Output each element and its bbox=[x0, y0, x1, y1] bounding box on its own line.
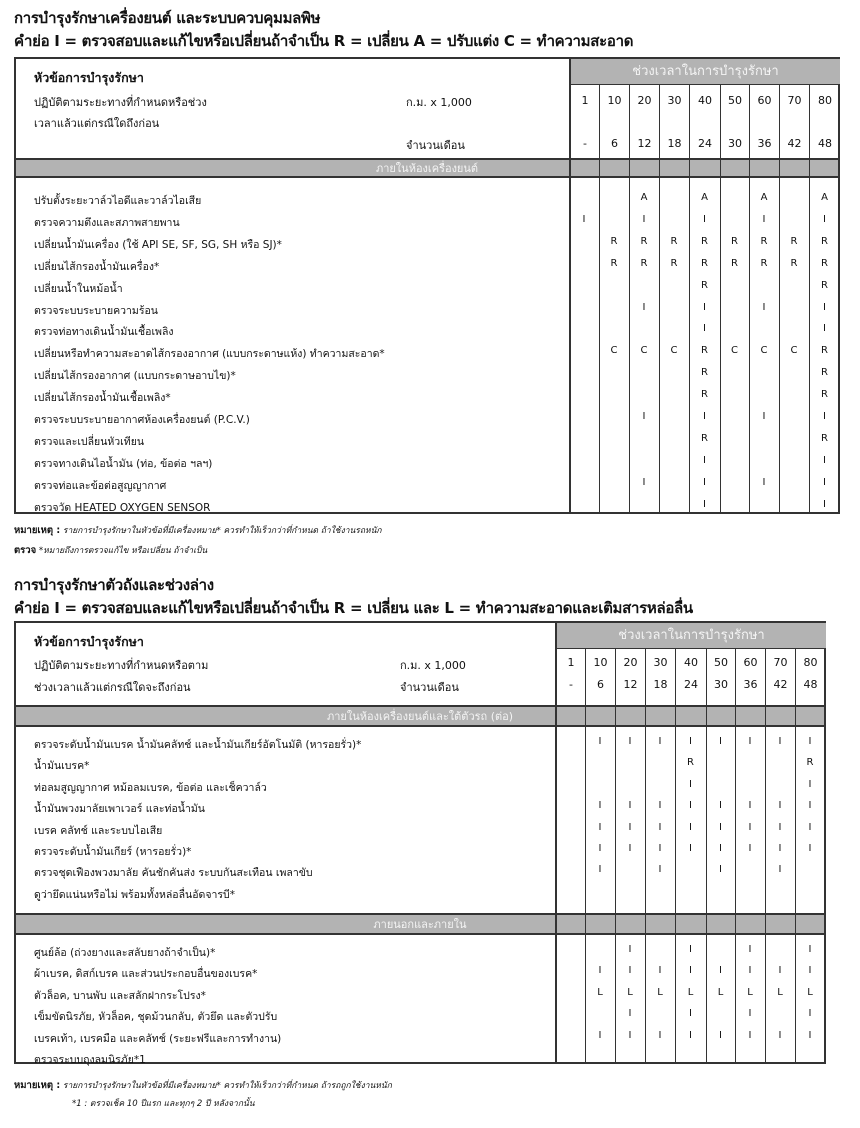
maintenance-mark: I bbox=[778, 800, 782, 812]
interval-column bbox=[720, 85, 749, 514]
maintenance-mark: I bbox=[703, 213, 706, 225]
maintenance-mark: I bbox=[719, 821, 722, 833]
note-text: รายการบำรุงรักษาในหัวข้อที่มีเครื่องหมาย* ควรทำให้เร็วกว่าที่กำหนด ถ้ารถถูกใช้งานหนัก bbox=[62, 1081, 392, 1091]
maintenance-mark: A bbox=[760, 192, 768, 203]
maintenance-mark: I bbox=[762, 213, 766, 225]
km-value: 20 bbox=[623, 656, 638, 669]
maintenance-item: ตรวจระบบระบายอากาศห้องเครื่องยนต์ (P.C.V.) bbox=[34, 414, 250, 426]
note-label: หมายเหตุ : bbox=[14, 1080, 61, 1091]
interval-column bbox=[706, 649, 735, 1064]
month-value: 42 bbox=[787, 137, 802, 150]
month-value: 18 bbox=[653, 678, 668, 691]
maintenance-mark: A bbox=[821, 192, 828, 203]
maintenance-mark: I bbox=[748, 965, 752, 977]
km-value: 70 bbox=[773, 656, 788, 669]
maintenance-mark: I bbox=[748, 800, 752, 812]
maintenance-item: ตรวจระดับน้ำมันเกียร์ (หารอยรั่ว)* bbox=[34, 846, 192, 858]
maintenance-mark: I bbox=[628, 736, 632, 747]
maintenance-mark: I bbox=[748, 1008, 752, 1020]
maintenance-mark: I bbox=[658, 965, 662, 977]
maintenance-mark: I bbox=[778, 965, 782, 977]
month-value: - bbox=[569, 678, 573, 691]
maintenance-mark: I bbox=[689, 965, 692, 977]
table-header-line2: ช่วงเวลาแล้วแต่กรณีใดจะถึงก่อน bbox=[34, 681, 191, 694]
maintenance-item: ตรวจท่อทางเดินน้ำมันเชื้อเพลิง bbox=[34, 326, 174, 339]
maintenance-mark: I bbox=[689, 800, 692, 812]
maintenance-mark: I bbox=[808, 1029, 812, 1041]
maintenance-mark: L bbox=[627, 986, 633, 998]
interval-column bbox=[749, 85, 779, 514]
maintenance-mark: I bbox=[703, 498, 706, 510]
maintenance-mark: I bbox=[762, 301, 766, 313]
maintenance-mark: R bbox=[790, 235, 798, 247]
maintenance-item: ตรวจทางเดินไอน้ำมัน (ท่อ, ข้อต่อ ฯลฯ) bbox=[34, 457, 213, 470]
km-value: 40 bbox=[684, 656, 698, 669]
maintenance-mark: I bbox=[719, 800, 722, 812]
maintenance-item: เปลี่ยนไส้กรองน้ำมันเชื้อเพลิง* bbox=[34, 392, 171, 405]
table-header-line1: ปฏิบัติตามระยะทางที่กำหนดหรือช่วง bbox=[34, 96, 207, 109]
maintenance-mark: I bbox=[823, 323, 826, 335]
maintenance-item: ตรวจท่อและข้อต่อสูญญากาศ bbox=[34, 479, 167, 492]
interval-column bbox=[659, 85, 689, 514]
maintenance-mark: L bbox=[687, 986, 694, 998]
interval-column bbox=[765, 649, 795, 1064]
note-text: รายการบำรุงรักษาในหัวข้อที่มีเครื่องหมาย* ควรทำให้เร็วกว่าที่กำหนด ถ้าใช้งานรถหนัก bbox=[62, 526, 382, 536]
unit-month: จำนวนเดือน bbox=[400, 681, 459, 694]
maintenance-mark: I bbox=[689, 778, 692, 790]
maintenance-mark: I bbox=[808, 821, 812, 833]
maintenance-mark: R bbox=[821, 257, 828, 269]
maintenance-item: ตัวล็อค, บานพับ และสลักฝากระโปรง* bbox=[34, 989, 206, 1002]
maintenance-mark: I bbox=[642, 411, 646, 422]
maintenance-mark: I bbox=[808, 944, 812, 955]
km-value: 60 bbox=[757, 94, 772, 107]
maintenance-item: น้ำมันพวงมาลัยเพาเวอร์ และท่อน้ำมัน bbox=[34, 803, 205, 816]
maintenance-mark: I bbox=[642, 476, 646, 488]
km-value: 80 bbox=[818, 94, 832, 107]
month-value: 12 bbox=[623, 678, 638, 691]
maintenance-mark: I bbox=[658, 736, 662, 747]
maintenance-mark: I bbox=[719, 736, 722, 747]
maintenance-mark: I bbox=[703, 301, 706, 313]
maintenance-mark: R bbox=[731, 257, 738, 269]
body-chassis-maintenance-table bbox=[14, 621, 826, 1064]
table-header-title: หัวข้อการบำรุงรักษา bbox=[34, 70, 144, 85]
maintenance-mark: I bbox=[598, 821, 602, 833]
section1-abbreviations: คำย่อ I = ตรวจสอบและแก้ไขหรือเปลี่ยนถ้าจำเป็น R = เปลี่ยน A = ปรับแต่ง C = ทำความสะอาด bbox=[14, 32, 634, 50]
table-header-line1: ปฏิบัติตามระยะทางที่กำหนดหรือตาม bbox=[34, 659, 209, 672]
maintenance-mark: I bbox=[658, 864, 662, 876]
note-label: หมายเหตุ : bbox=[14, 525, 61, 536]
maintenance-item: เปลี่ยนไส้กรองน้ำมันเครื่อง* bbox=[34, 260, 160, 273]
maintenance-mark: I bbox=[778, 1029, 782, 1041]
maintenance-mark: I bbox=[823, 213, 826, 225]
maintenance-mark: I bbox=[719, 965, 722, 977]
maintenance-mark: I bbox=[658, 821, 662, 833]
maintenance-item: เข็มขัดนิรภัย, หัวล็อค, ชุดม้วนกลับ, ตัวยึด และตัวปรับ bbox=[34, 1011, 278, 1024]
km-value: 1 bbox=[581, 94, 589, 107]
interval-column bbox=[569, 85, 599, 514]
unit-km: ก.ม. x 1,000 bbox=[400, 659, 466, 672]
maintenance-mark: L bbox=[657, 986, 663, 998]
maintenance-mark: L bbox=[747, 986, 753, 998]
maintenance-mark: L bbox=[777, 986, 783, 998]
maintenance-item: ตรวจและเปลี่ยนหัวเทียน bbox=[34, 435, 145, 448]
maintenance-item: ท่อลมสูญญากาศ หม้อลมเบรค, ข้อต่อ และเช็ควาล์ว bbox=[34, 781, 267, 794]
km-value: 50 bbox=[728, 94, 742, 107]
maintenance-mark: R bbox=[701, 279, 708, 291]
maintenance-mark: I bbox=[808, 843, 812, 854]
maintenance-mark: I bbox=[808, 778, 812, 790]
maintenance-mark: C bbox=[760, 345, 768, 357]
interval-column bbox=[645, 649, 675, 1064]
maintenance-mark: I bbox=[658, 1029, 662, 1041]
maintenance-mark: R bbox=[701, 389, 708, 401]
month-value: 24 bbox=[698, 137, 712, 150]
month-value: 36 bbox=[757, 137, 772, 150]
maintenance-mark: I bbox=[823, 301, 826, 313]
maintenance-mark: I bbox=[598, 736, 602, 747]
maintenance-mark: R bbox=[687, 757, 694, 769]
maintenance-mark: I bbox=[703, 454, 706, 466]
km-value: 70 bbox=[787, 94, 802, 107]
maintenance-item: ตรวจระบบระบายความร้อน bbox=[34, 304, 158, 317]
maintenance-mark: I bbox=[689, 944, 692, 955]
unit-km: ก.ม. x 1,000 bbox=[406, 96, 472, 109]
interval-column bbox=[689, 85, 720, 514]
maintenance-mark: I bbox=[823, 411, 826, 422]
maintenance-mark: I bbox=[598, 864, 602, 876]
interval-column bbox=[809, 85, 840, 514]
section2-note1 bbox=[14, 1078, 392, 1093]
section1-note2 bbox=[14, 543, 207, 558]
maintenance-mark: I bbox=[808, 965, 812, 977]
maintenance-mark: I bbox=[628, 821, 632, 833]
section2-title: การบำรุงรักษาตัวถังและช่วงล่าง bbox=[14, 576, 214, 594]
maintenance-mark: I bbox=[808, 800, 812, 812]
month-value: 6 bbox=[611, 137, 618, 150]
interval-column bbox=[585, 649, 615, 1064]
note-label: ตรวจ bbox=[14, 545, 37, 556]
maintenance-item: ดูว่ายึดแน่นหรือไม่ พร้อมทั้งหล่อลื่นอัดจารบี* bbox=[34, 888, 235, 901]
km-value: 30 bbox=[653, 656, 668, 669]
month-value: 48 bbox=[803, 678, 818, 691]
maintenance-mark: R bbox=[640, 257, 648, 269]
maintenance-mark: I bbox=[598, 800, 602, 812]
maintenance-mark: R bbox=[821, 279, 828, 291]
maintenance-item: เปลี่ยนน้ำมันเครื่อง (ใช้ API SE, SF, SG, SH หรือ SJ)* bbox=[34, 238, 282, 251]
maintenance-item: เปลี่ยนน้ำในหม้อน้ำ bbox=[34, 282, 123, 295]
interval-column bbox=[599, 85, 629, 514]
km-value: 20 bbox=[637, 94, 652, 107]
maintenance-mark: C bbox=[731, 345, 738, 357]
maintenance-mark: I bbox=[778, 736, 782, 747]
maintenance-item: ตรวจความตึงและสภาพสายพาน bbox=[34, 216, 180, 229]
maintenance-mark: I bbox=[703, 323, 706, 335]
maintenance-mark: I bbox=[628, 1008, 632, 1020]
maintenance-mark: R bbox=[760, 235, 768, 247]
maintenance-mark: A bbox=[701, 192, 708, 203]
month-value: 12 bbox=[637, 137, 652, 150]
maintenance-mark: I bbox=[808, 1008, 812, 1020]
maintenance-mark: R bbox=[790, 257, 798, 269]
maintenance-mark: I bbox=[823, 454, 826, 466]
section2-abbreviations: คำย่อ I = ตรวจสอบและแก้ไขหรือเปลี่ยนถ้าจำเป็น R = เปลี่ยน และ L = ทำความสะอาดและเติมสารหล่อลื่น bbox=[14, 599, 693, 617]
section2-note2: *1 : ตรวจเช็ค 10 ปีแรก และทุกๆ 2 ปี หลังจากนั้น bbox=[72, 1099, 255, 1109]
maintenance-item: เปลี่ยนไส้กรองอากาศ (แบบกระดาษอาบไข)* bbox=[34, 370, 236, 383]
maintenance-mark: R bbox=[760, 257, 768, 269]
maintenance-mark: I bbox=[628, 965, 632, 977]
month-value: 6 bbox=[597, 678, 604, 691]
maintenance-mark: R bbox=[821, 432, 828, 444]
km-value: 1 bbox=[567, 656, 575, 669]
interval-column bbox=[675, 649, 706, 1064]
month-value: 30 bbox=[728, 137, 742, 150]
maintenance-mark: R bbox=[701, 367, 708, 379]
maintenance-mark: I bbox=[703, 411, 706, 422]
interval-column bbox=[779, 85, 809, 514]
km-value: 40 bbox=[698, 94, 712, 107]
maintenance-mark: R bbox=[701, 432, 708, 444]
km-value: 10 bbox=[593, 656, 608, 669]
maintenance-mark: I bbox=[762, 476, 766, 488]
maintenance-mark: A bbox=[640, 192, 648, 203]
section1-title: การบำรุงรักษาเครื่องยนต์ และระบบควบคุมมลพิษ bbox=[14, 9, 321, 27]
km-value: 30 bbox=[667, 94, 682, 107]
maintenance-mark: R bbox=[610, 257, 618, 269]
maintenance-mark: R bbox=[610, 235, 618, 247]
maintenance-mark: I bbox=[628, 800, 632, 812]
maintenance-mark: I bbox=[628, 944, 632, 955]
maintenance-mark: L bbox=[717, 986, 724, 998]
maintenance-mark: I bbox=[689, 1008, 692, 1020]
group-engine-room: ภายในห้องเครื่องยนต์ bbox=[16, 158, 838, 178]
maintenance-item: เบรคเท้า, เบรคมือ และคลัทช์ (ระยะฟรีและการทำงาน) bbox=[34, 1032, 282, 1045]
maintenance-mark: I bbox=[642, 213, 646, 225]
maintenance-item: ปรับตั้งระยะวาล์วไอดีและวาล์วไอเสีย bbox=[34, 195, 202, 207]
maintenance-item: ตรวจชุดเฟืองพวงมาลัย คันชักคันส่ง ระบบกันสะเทือน เพลาขับ bbox=[34, 867, 313, 880]
maintenance-mark: I bbox=[658, 843, 662, 854]
month-value: 24 bbox=[684, 678, 698, 691]
group-exterior-interior: ภายนอกและภายใน bbox=[16, 913, 824, 935]
maintenance-item: ตรวจระดับน้ำมันเบรค น้ำมันคลัทช์ และน้ำมันเกียร์อัตโนมัติ (หารอยรั่ว)* bbox=[34, 739, 362, 751]
maintenance-mark: C bbox=[790, 345, 798, 357]
maintenance-mark: R bbox=[821, 389, 828, 401]
section1-note1 bbox=[14, 523, 382, 538]
maintenance-mark: I bbox=[628, 1029, 632, 1041]
maintenance-mark: I bbox=[598, 843, 602, 854]
maintenance-mark: I bbox=[748, 736, 752, 747]
maintenance-mark: I bbox=[778, 843, 782, 854]
maintenance-mark: R bbox=[670, 257, 678, 269]
month-value: 36 bbox=[743, 678, 758, 691]
maintenance-mark: I bbox=[808, 736, 812, 747]
maintenance-mark: R bbox=[701, 235, 708, 247]
maintenance-mark: I bbox=[628, 843, 632, 854]
maintenance-mark: L bbox=[807, 986, 813, 998]
interval-column bbox=[735, 649, 765, 1064]
maintenance-mark: I bbox=[658, 800, 662, 812]
maintenance-mark: I bbox=[719, 843, 722, 854]
maintenance-mark: I bbox=[778, 821, 782, 833]
maintenance-mark: R bbox=[821, 345, 828, 357]
maintenance-mark: R bbox=[701, 257, 708, 269]
maintenance-mark: I bbox=[689, 821, 692, 833]
month-value: 30 bbox=[714, 678, 728, 691]
maintenance-mark: R bbox=[731, 235, 738, 247]
maintenance-mark: R bbox=[640, 235, 648, 247]
km-value: 60 bbox=[743, 656, 758, 669]
maintenance-mark: R bbox=[821, 235, 828, 247]
maintenance-mark: I bbox=[748, 944, 752, 955]
maintenance-mark: I bbox=[823, 476, 826, 488]
maintenance-mark: I bbox=[823, 498, 826, 510]
maintenance-item: ศูนย์ล้อ (ถ่วงยางและสลับยางถ้าจำเป็น)* bbox=[34, 947, 216, 959]
month-value: 42 bbox=[773, 678, 788, 691]
interval-column bbox=[795, 649, 825, 1064]
maintenance-item: เบรค คลัทช์ และระบบไอเสีย bbox=[34, 824, 163, 837]
maintenance-mark: I bbox=[748, 821, 752, 833]
km-value: 10 bbox=[607, 94, 622, 107]
maintenance-mark: I bbox=[642, 301, 646, 313]
maintenance-mark: I bbox=[703, 476, 706, 488]
maintenance-mark: I bbox=[598, 1029, 602, 1041]
maintenance-mark: I bbox=[778, 864, 782, 876]
maintenance-item: ผ้าเบรค, ดิสก์เบรค และส่วนประกอบอื่นของเบรค* bbox=[34, 968, 258, 981]
maintenance-mark: I bbox=[582, 213, 586, 225]
maintenance-mark: I bbox=[762, 411, 766, 422]
month-value: 18 bbox=[667, 137, 682, 150]
km-value: 80 bbox=[803, 656, 818, 669]
maintenance-mark: R bbox=[821, 367, 828, 379]
note-text: *หมายถึงการตรวจแก้ไข หรือเปลี่ยน ถ้าจำเป็น bbox=[38, 546, 208, 556]
maintenance-mark: R bbox=[806, 757, 814, 769]
table-header-title: หัวข้อการบำรุงรักษา bbox=[34, 634, 144, 649]
maintenance-mark: I bbox=[689, 736, 692, 747]
maintenance-item: เปลี่ยนหรือทำความสะอาดไส้กรองอากาศ (แบบกระดาษแห้ง) ทำความสะอาด* bbox=[34, 348, 385, 361]
month-value: - bbox=[583, 137, 587, 150]
interval-column bbox=[555, 649, 585, 1064]
group-engine-underbody: ภายในห้องเครื่องยนต์และใต้ตัวรถ (ต่อ) bbox=[16, 705, 824, 727]
interval-header: ช่วงเวลาในการบำรุงรักษา bbox=[569, 59, 840, 85]
maintenance-mark: C bbox=[670, 345, 678, 357]
table-header-line2: เวลาแล้วแต่กรณีใดถึงก่อน bbox=[34, 117, 160, 130]
engine-maintenance-table bbox=[14, 57, 840, 514]
maintenance-mark: I bbox=[719, 864, 722, 876]
maintenance-mark: I bbox=[689, 843, 692, 854]
interval-column bbox=[615, 649, 645, 1064]
maintenance-mark: I bbox=[689, 1029, 692, 1041]
interval-header: ช่วงเวลาในการบำรุงรักษา bbox=[555, 623, 826, 649]
maintenance-mark: R bbox=[670, 235, 678, 247]
maintenance-mark: L bbox=[597, 986, 603, 998]
maintenance-mark: R bbox=[701, 345, 708, 357]
maintenance-mark: I bbox=[748, 1029, 752, 1041]
maintenance-mark: C bbox=[610, 345, 618, 357]
month-value: 48 bbox=[818, 137, 832, 150]
km-value: 50 bbox=[714, 656, 728, 669]
maintenance-item: น้ำมันเบรค* bbox=[34, 760, 90, 773]
maintenance-mark: I bbox=[598, 965, 602, 977]
maintenance-mark: C bbox=[640, 345, 648, 357]
maintenance-item: ตรวจระบบถุงลมนิรภัย*1 bbox=[34, 1054, 146, 1066]
unit-month: จำนวนเดือน bbox=[406, 139, 465, 152]
maintenance-mark: I bbox=[748, 843, 752, 854]
maintenance-mark: I bbox=[719, 1029, 722, 1041]
maintenance-item: ตรวจวัด HEATED OXYGEN SENSOR bbox=[34, 501, 211, 514]
interval-column bbox=[629, 85, 659, 514]
